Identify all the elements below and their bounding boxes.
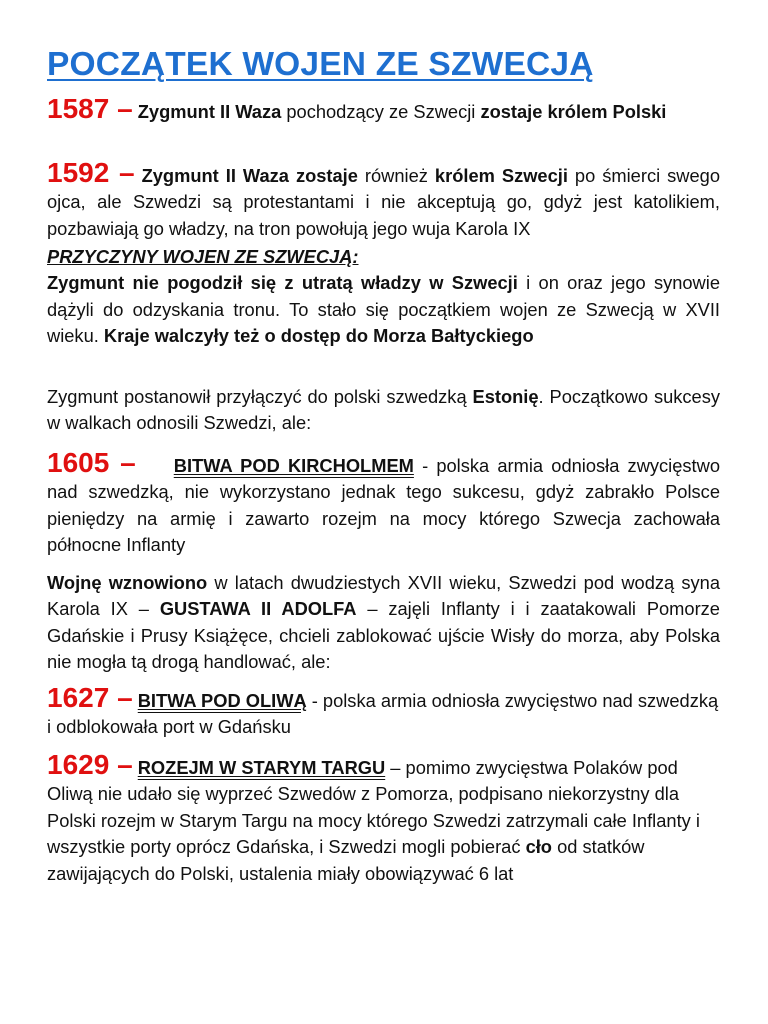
estonia-name: Estonię bbox=[472, 386, 539, 407]
causes-bold-text: Zygmunt nie pogodził się z utratą władzy w Szwecji bbox=[47, 272, 518, 294]
year-1592: 1592 – bbox=[47, 157, 135, 188]
truce-text-end: od statków zawijających do Polski, ustalenia miały obowiązywać 6 lat bbox=[47, 836, 645, 884]
king-of-poland-text: zostaje królem Polski bbox=[480, 101, 667, 122]
year-1627: 1627 – bbox=[47, 682, 133, 713]
customs-duty-text: cło bbox=[525, 836, 552, 858]
estonia-paragraph bbox=[47, 384, 720, 437]
deposition-text: po śmierci swego ojca, ale Szwedzi są protestantami i nie akceptują go, gdyż jest katolikiem, pozbawiają go władzy, na tron powołują jego wuja Karola IX bbox=[47, 165, 720, 239]
year-1605: 1605 – bbox=[47, 447, 136, 478]
zygmunt-becomes-text: Zygmunt II Waza zostaje bbox=[141, 165, 358, 186]
zygmunt-name: Zygmunt II Waza bbox=[137, 101, 282, 122]
page-title: POCZĄTEK WOJEN ZE SZWECJĄ bbox=[47, 46, 594, 83]
battle-kircholm: BITWA POD KIRCHOLMEM bbox=[173, 455, 414, 476]
year-1587: 1587 – bbox=[47, 93, 133, 124]
truce-text: – pomimo zwycięstwa Polaków pod Oliwą nie udało się wyprzeć Szwedów z Pomorza, podpisano niekorzystny dla Polski rozejm w Starym Targu na mocy którego Szwedzi zatrzymali całe Inflanty i wszystkie porty oprócz Gdańska, i Szwedzi mogli pobierać bbox=[47, 757, 700, 858]
causes-section bbox=[47, 244, 720, 350]
renewed-war-paragraph bbox=[47, 570, 720, 676]
kircholm-text: - polska armia odniosła zwycięstwo nad szwedzką, nie wykorzystano jednak tego sukcesu, gdyż zabrakło Polsce pieniędzy na armię i zawarto rozejm na mocy którego Szwecja zachowała północne Inflanty bbox=[47, 455, 720, 556]
king-of-sweden-text: królem Szwecji bbox=[434, 165, 568, 186]
causes-heading: PRZYCZYNY WOJEN ZE SZWECJĄ: bbox=[47, 246, 359, 267]
also-text: również bbox=[357, 165, 435, 186]
renewed-text-end: – zajęli Inflanty i i zaatakowali Pomorze Gdańskie i Prusy Książęce, chcieli zablokować ujście Wisły do morza, aby Polska nie mogła tą drogą handlować, ale: bbox=[47, 598, 720, 673]
origin-text: pochodzący ze Szwecji bbox=[281, 101, 481, 122]
paragraph-1629 bbox=[47, 749, 720, 887]
battle-oliwa: BITWA POD OLIWĄ bbox=[137, 690, 307, 711]
baltic-access-text: Kraje walczyły też o dostęp do Morza Bałtyckiego bbox=[103, 325, 534, 347]
year-1629: 1629 – bbox=[47, 749, 133, 780]
estonia-text-c: . Początkowo sukcesy w walkach odnosili Szwedzi, ale: bbox=[47, 386, 721, 434]
renewed-text: w latach dwudziestych XVII wieku, Szwedzi pod wodzą syna Karola IX – bbox=[47, 572, 720, 620]
causes-text: i on oraz jego synowie dążyli do odzyskania tronu. To stało się początkiem wojen ze Szwecją w XVII wieku. bbox=[47, 272, 720, 347]
gustaw-adolf-name: GUSTAWA II ADOLFA bbox=[159, 598, 357, 620]
paragraph-1605 bbox=[47, 447, 720, 559]
paragraph-1587 bbox=[47, 93, 720, 125]
oliwa-text: - polska armia odniosła zwycięstwo nad szwedzką i odblokowała port w Gdańsku bbox=[47, 690, 719, 738]
paragraph-1592 bbox=[47, 157, 720, 242]
paragraph-1627 bbox=[47, 682, 720, 741]
estonia-text-a: Zygmunt postanowił przyłączyć do polski szwedzką bbox=[47, 386, 473, 407]
truce-stary-targ: ROZEJM W STARYM TARGU bbox=[137, 757, 386, 778]
war-renewed-text: Wojnę wznowiono bbox=[47, 572, 208, 593]
